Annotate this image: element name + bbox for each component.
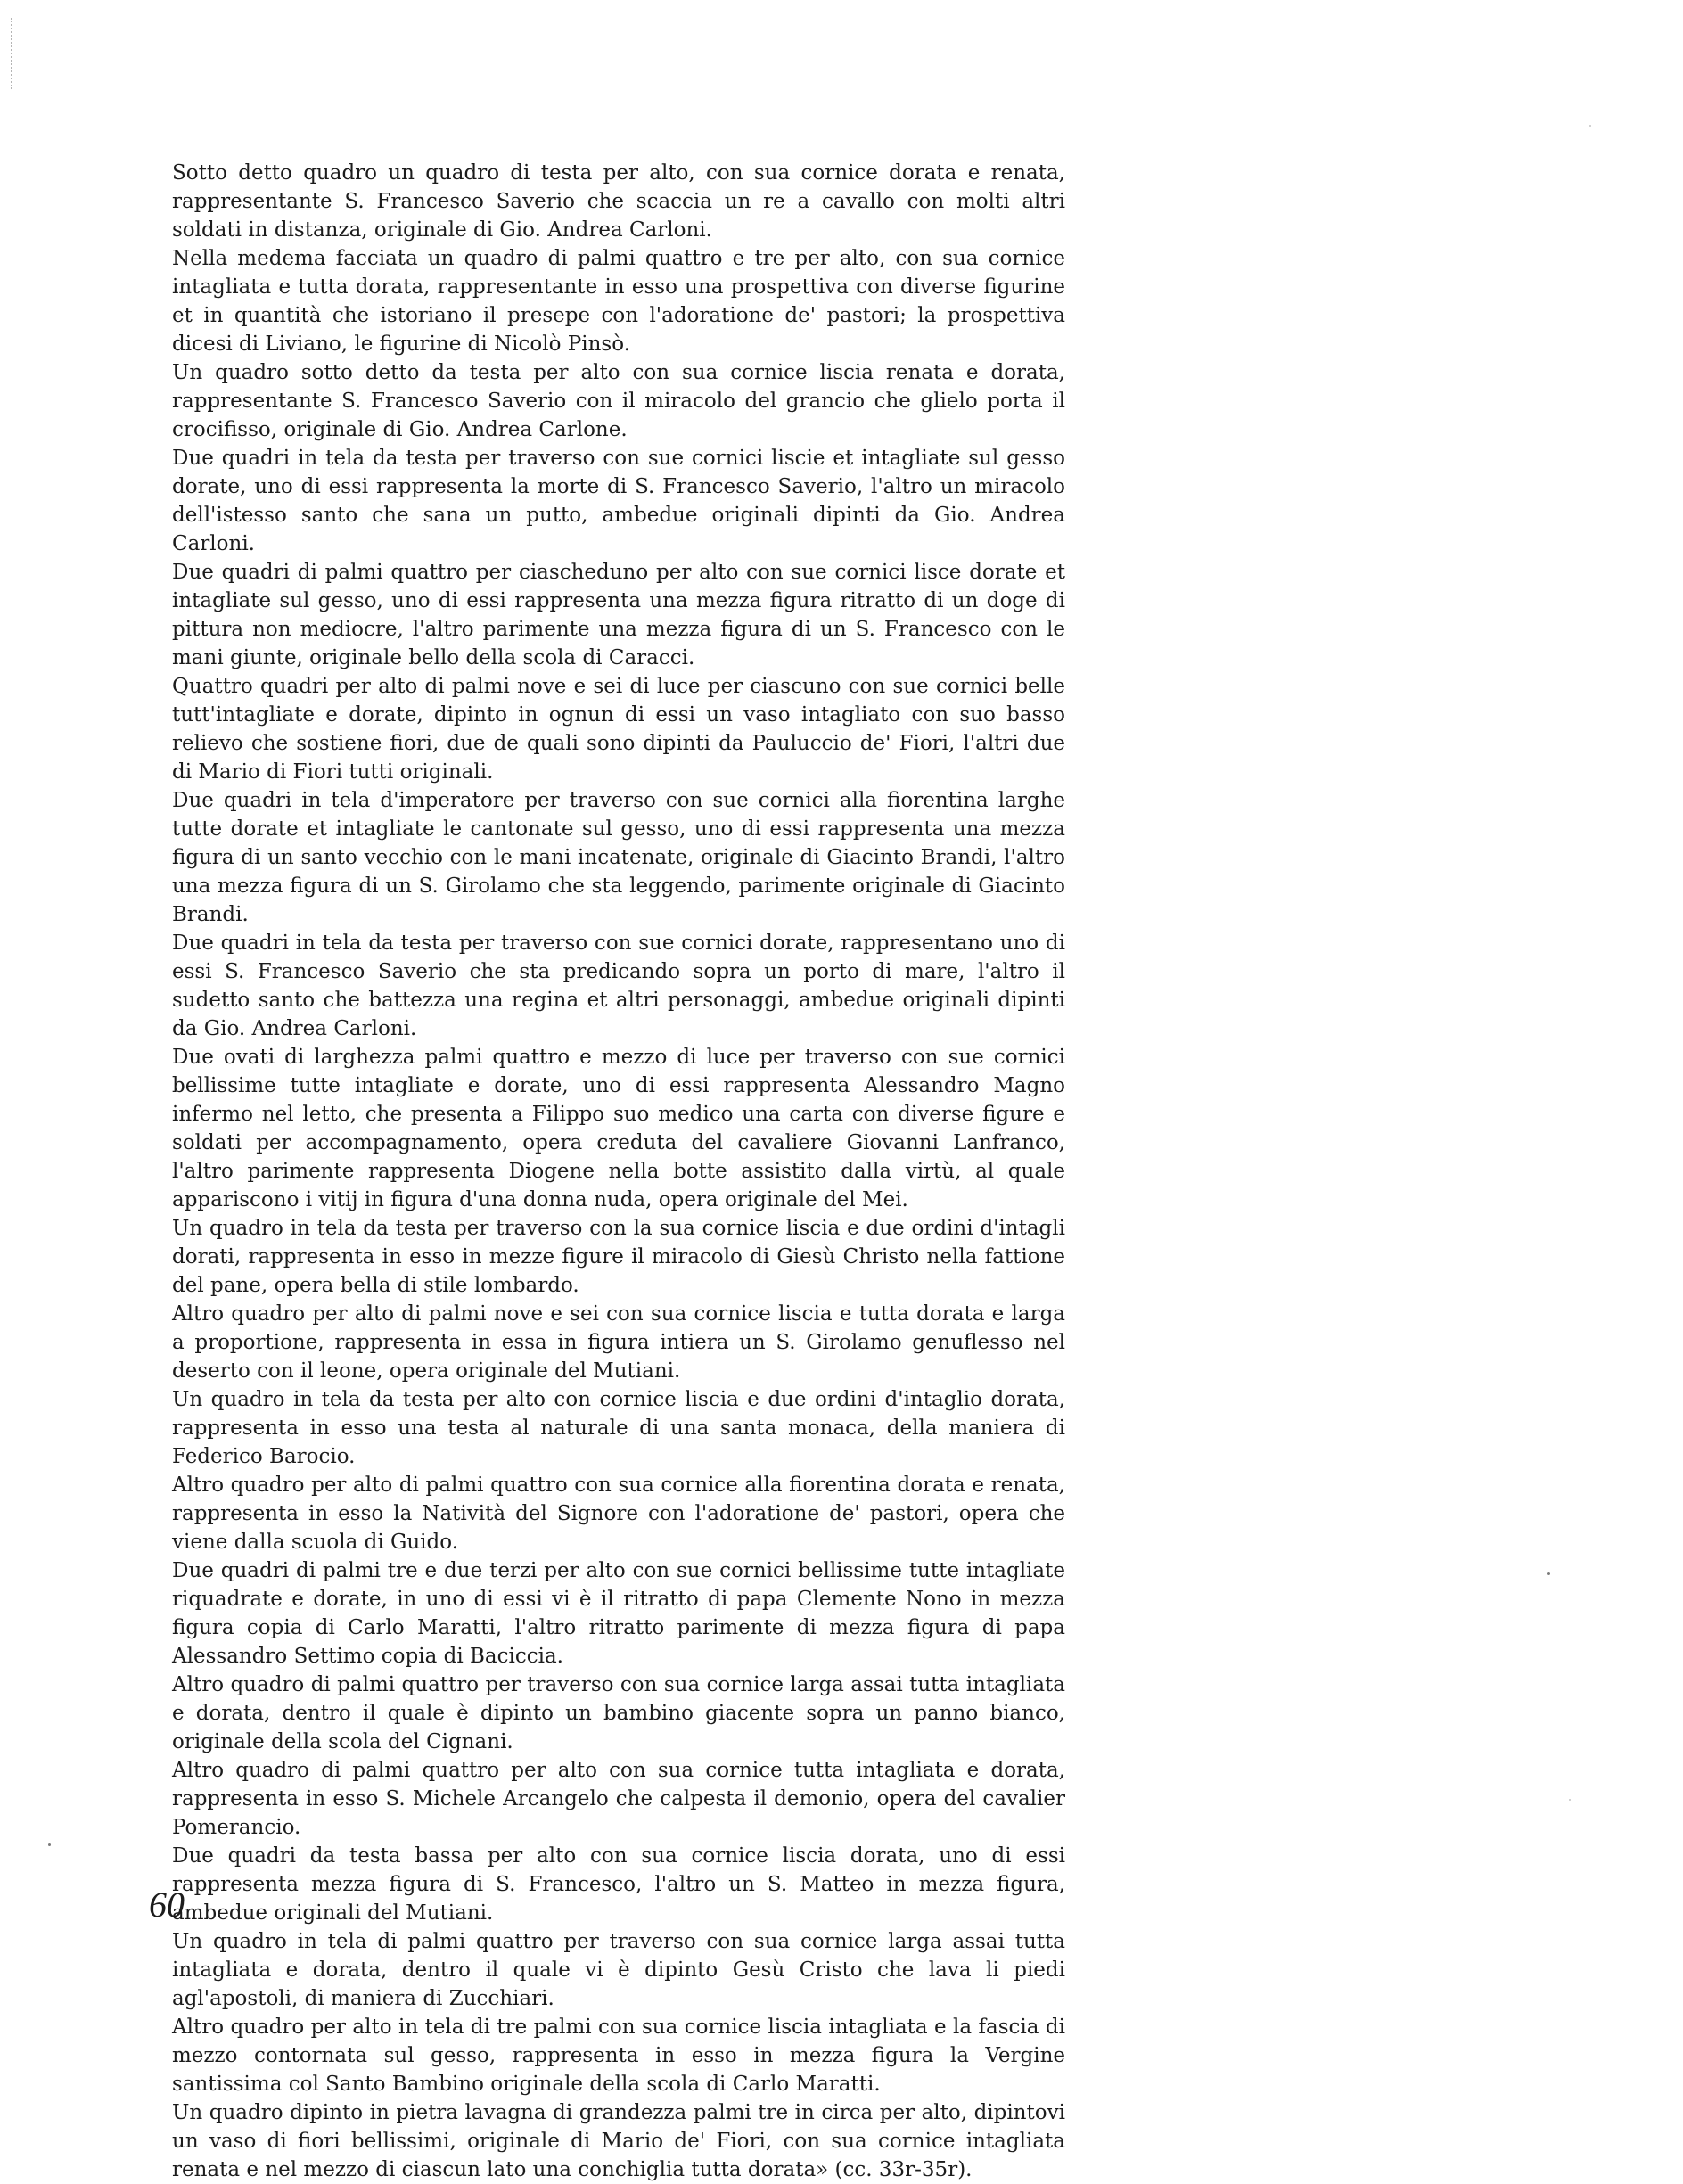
scan-speck (48, 1843, 51, 1846)
paragraph: Due ovati di larghezza palmi quattro e mezzo di luce per traverso con sue cornici bellissime tutte intagliate e dorate, uno di essi rappresenta Alessandro Magno infermo nel letto, che presenta a Filippo suo medico una carta con diverse figure e soldati per accompagnamento, opera creduta del cavaliere Giovanni Lanfranco, l'altro parimente rappresenta Diogene nella botte assistito dalla virtù, al quale appariscono i vitij in figura d'una donna nuda, opera originale del Mei. (172, 1046, 1065, 1211)
paragraph: Due quadri in tela da testa per traverso con sue cornici liscie et intagliate sul gesso dorate, uno di essi rappresenta la morte di S. Francesco Saverio, l'altro un miracolo dell'istesso santo che sana un putto, ambedue originali dipinti da Gio. Andrea Carloni. (172, 447, 1065, 555)
paragraph: Due quadri in tela da testa per traverso con sue cornici dorate, rappresentano uno di essi S. Francesco Saverio che sta predicando sopra un porto di mare, l'altro il sudetto santo che battezza una regina et altri personaggi, ambedue originali dipinti da Gio. Andrea Carloni. (172, 932, 1065, 1040)
scan-margin-mark (11, 18, 14, 89)
paragraph: Due quadri di palmi tre e due terzi per alto con sue cornici bellissime tutte intagliate riquadrate e dorate, in uno di essi vi è il ritratto di papa Clemente Nono in mezza figura copia di Carlo Maratti, l'altro ritratto parimente di mezza figura di papa Alessandro Settimo copia di Baciccia. (172, 1559, 1065, 1668)
paragraph: Altro quadro per alto di palmi quattro con sua cornice alla fiorentina dorata e renata, rappresenta in esso la Natività del Signore con l'adoratione de' pastori, opera che viene dalla scuola di Guido. (172, 1474, 1065, 1554)
page-number: 60 (149, 1884, 185, 1925)
inventory-text (172, 159, 1065, 2184)
paragraph: Due quadri in tela d'imperatore per traverso con sue cornici alla fiorentina larghe tutte dorate et intagliate le cantonate sul gesso, uno di essi rappresenta una mezza figura di un santo vecchio con le mani incatenate, originale di Giacinto Brandi, l'altro una mezza figura di un S. Girolamo che sta leggendo, parimente originale di Giacinto Brandi. (172, 789, 1065, 926)
paragraph: Un quadro in tela da testa per traverso con la sua cornice liscia e due ordini d'intagli dorati, rappresenta in esso in mezze figure il miracolo di Giesù Christo nella fattione del pane, opera bella di stile lombardo. (172, 1217, 1065, 1297)
paragraph: Nella medema facciata un quadro di palmi quattro e tre per alto, con sua cornice intagliata e tutta dorata, rappresentante in esso una prospettiva con diverse figurine et in quantità che istoriano il presepe con l'adoratione de' pastori; la prospettiva dicesi di Liviano, le figurine di Nicolò Pinsò. (172, 247, 1065, 356)
scan-speck (1547, 1572, 1550, 1575)
paragraph: Sotto detto quadro un quadro di testa per alto, con sua cornice dorata e renata, rappresentante S. Francesco Saverio che scaccia un re a cavallo con molti altri soldati in distanza, originale di Gio. Andrea Carloni. (172, 161, 1065, 242)
paragraph: Due quadri da testa bassa per alto con sua cornice liscia dorata, uno di essi rappresenta mezza figura di S. Francesco, l'altro un S. Matteo in mezza figura, ambedue originali del Mutiani. (172, 1844, 1065, 1925)
paragraph: Un quadro in tela di palmi quattro per traverso con sua cornice larga assai tutta intagliata e dorata, dentro il quale vi è dipinto Gesù Cristo che lava li piedi agl'apostoli, di maniera di Zucchiari. (172, 1930, 1065, 2010)
paragraph: Un quadro in tela da testa per alto con cornice liscia e due ordini d'intaglio dorata, rappresenta in esso una testa al naturale di una santa monaca, della maniera di Federico Barocio. (172, 1388, 1065, 1468)
paragraph: Due quadri di palmi quattro per ciascheduno per alto con sue cornici lisce dorate et intagliate sul gesso, uno di essi rappresenta una mezza figura ritratto di un doge di pittura non mediocre, l'altro parimente una mezza figura di un S. Francesco con le mani giunte, originale bello della scola di Caracci. (172, 561, 1065, 669)
paragraph: Altro quadro di palmi quattro per alto con sua cornice tutta intagliata e dorata, rappresenta in esso S. Michele Arcangelo che calpesta il demonio, opera del cavalier Pomerancio. (172, 1759, 1065, 1839)
paragraph: Altro quadro di palmi quattro per traverso con sua cornice larga assai tutta intagliata e dorata, dentro il quale è dipinto un bambino giacente sopra un panno bianco, originale della scola del Cignani. (172, 1673, 1065, 1753)
paragraph: Altro quadro per alto in tela di tre palmi con sua cornice liscia intagliata e la fascia di mezzo contornata sul gesso, rappresenta in esso in mezza figura la Vergine santissima col Santo Bambino originale della scola di Carlo Maratti. (172, 2016, 1065, 2096)
paragraph: Un quadro sotto detto da testa per alto con sua cornice liscia renata e dorata, rappresentante S. Francesco Saverio con il miracolo del grancio che glielo porta il crocifisso, originale di Gio. Andrea Carlone. (172, 361, 1065, 441)
paragraph: Quattro quadri per alto di palmi nove e sei di luce per ciascuno con sue cornici belle tutt'intagliate e dorate, dipinto in ognun di essi un vaso intagliato con suo basso relievo che sostiene fiori, due de quali sono dipinti da Pauluccio de' Fiori, l'altri due di Mario di Fiori tutti originali. (172, 675, 1065, 784)
scan-speck (1569, 1799, 1571, 1801)
paragraph: Un quadro dipinto in pietra lavagna di grandezza palmi tre in circa per alto, dipintovi un vaso di fiori bellissimi, originale di Mario de' Fiori, con sua cornice intagliata renata e nel mezzo di ciascun lato una conchiglia tutta dorata» (cc. 33r-35r). (172, 2101, 1065, 2181)
scan-speck (1589, 125, 1591, 127)
paragraph: Altro quadro per alto di palmi nove e sei con sua cornice liscia e tutta dorata e larga a proportione, rappresenta in essa in figura intiera un S. Girolamo genuflesso nel deserto con il leone, opera originale del Mutiani. (172, 1302, 1065, 1383)
